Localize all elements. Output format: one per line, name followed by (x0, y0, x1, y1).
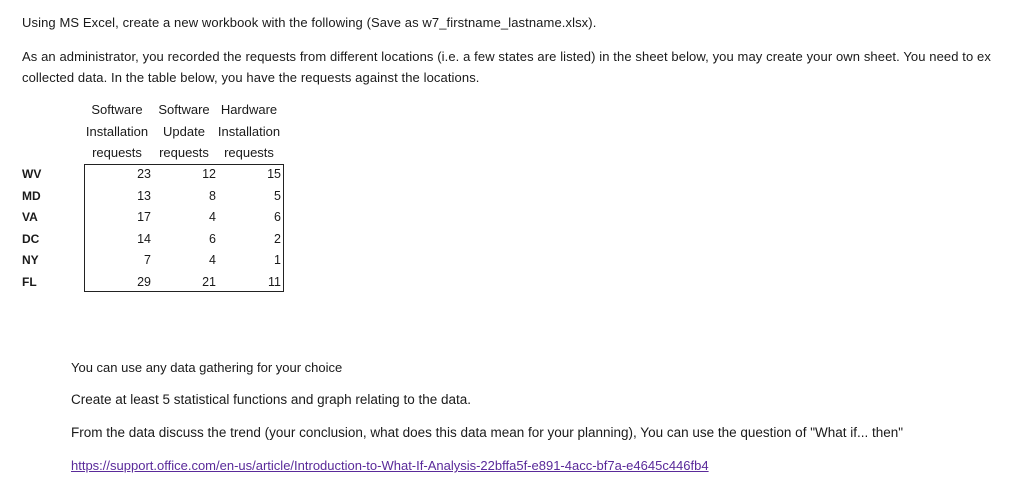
header-line: Update (163, 123, 205, 139)
row-label-va: VA (22, 210, 38, 224)
instruction-line-2: As an administrator, you recorded the requests from different locations (i.e. a few states are listed) in the sheet below, you may create your own sheet. You need to ex (22, 49, 991, 64)
table-cell: 7 (144, 253, 151, 267)
header-line: Software (91, 102, 143, 117)
header-line: requests (224, 145, 274, 160)
table-cell: 6 (209, 231, 216, 246)
table-cell: 6 (274, 210, 281, 224)
header-line: Installation (217, 123, 281, 139)
column-header-software-update (147, 99, 221, 164)
header-line: Software (158, 102, 210, 117)
column-header-software-installation (80, 99, 154, 164)
row-label-wv: WV (22, 167, 42, 181)
header-line: requests (92, 145, 142, 160)
table-cell: 21 (202, 274, 216, 289)
table-cell: 14 (137, 231, 151, 246)
column-header-hardware-installation (212, 99, 286, 164)
table-cell: 15 (267, 167, 281, 181)
instruction-line-1: Using MS Excel, create a new workbook with the following (Save as w7_firstname_lastname.xlsx). (22, 15, 597, 30)
table-cell: 4 (209, 210, 216, 224)
what-if-analysis-link[interactable]: https://support.office.com/en-us/article/Introduction-to-What-If-Analysis-22bffa5f-e891-4acc-bf7a-e4645c446fb4 (71, 458, 709, 473)
row-label-md: MD (22, 188, 41, 203)
row-label-dc: DC (22, 231, 40, 246)
header-line: Hardware (220, 102, 278, 117)
table-cell: 29 (137, 274, 151, 289)
task-data-gathering: You can use any data gathering for your choice (71, 360, 343, 375)
table-cell: 2 (274, 231, 281, 246)
header-line: Installation (85, 123, 149, 139)
table-cell: 4 (209, 253, 216, 267)
instruction-line-3: collected data. In the table below, you have the requests against the locations. (22, 70, 480, 85)
table-cell: 1 (274, 253, 281, 267)
table-cell: 17 (137, 210, 151, 224)
task-discuss-trend: From the data discuss the trend (your conclusion, what does this data mean for your planning), You can use the question of "What if... then" (71, 425, 904, 440)
table-cell: 12 (202, 167, 216, 181)
task-statistical-functions: Create at least 5 statistical functions and graph relating to the data. (71, 392, 471, 407)
header-line: requests (159, 145, 209, 160)
table-cell: 8 (209, 188, 216, 203)
table-cell: 23 (137, 167, 151, 181)
row-label-ny: NY (22, 253, 39, 267)
row-label-fl: FL (22, 274, 37, 289)
table-cell: 11 (268, 274, 281, 289)
requests-table (84, 164, 284, 292)
table-cell: 5 (274, 188, 281, 203)
table-cell: 13 (137, 188, 151, 203)
